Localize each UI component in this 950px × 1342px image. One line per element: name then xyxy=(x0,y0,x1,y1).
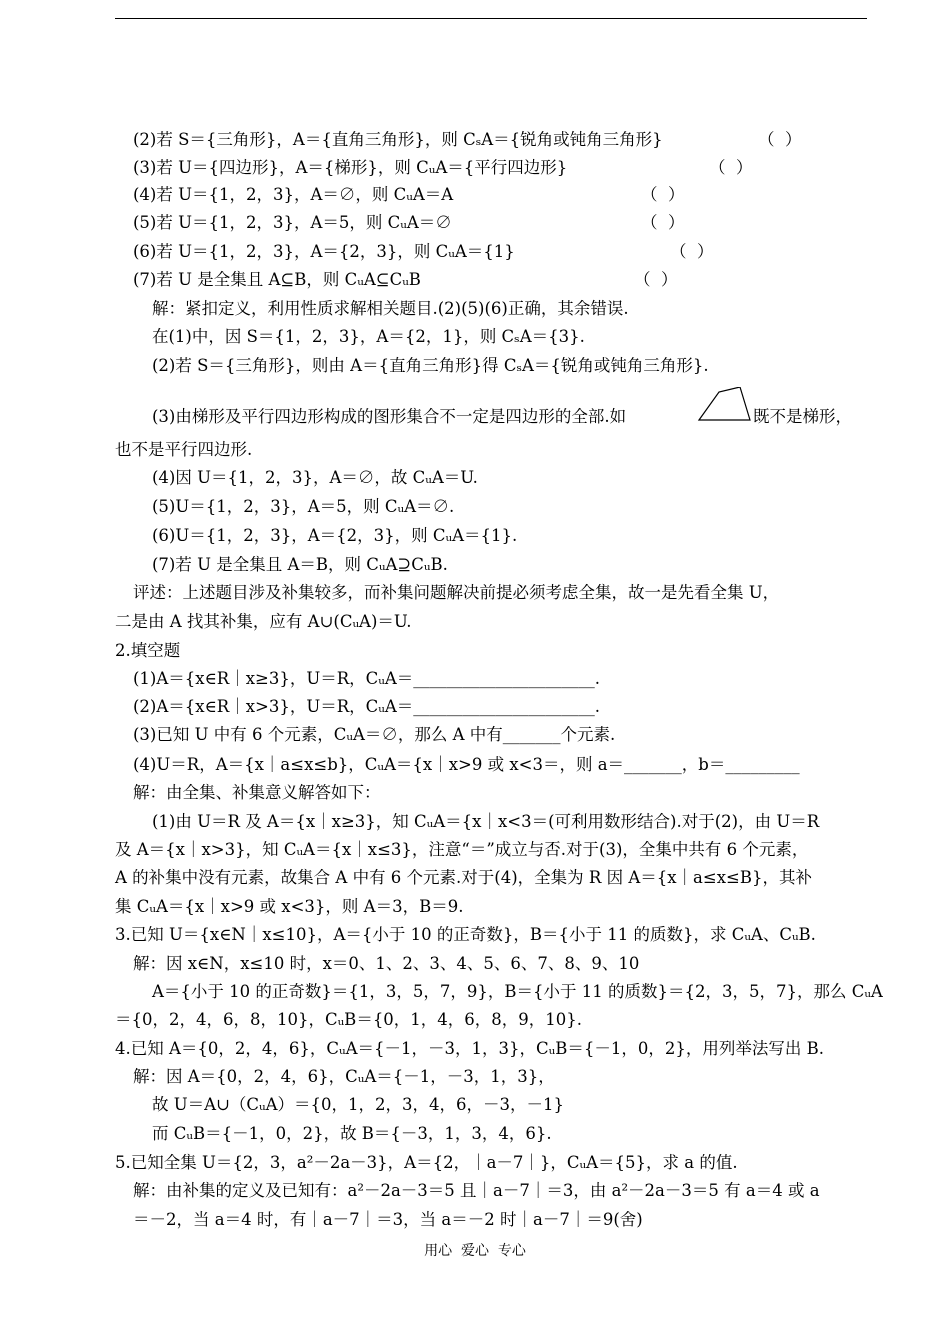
quadrilateral-figure xyxy=(697,387,753,423)
line-29: 解：因 x∈N，x≤10 时，x＝0、1、2、3、4、5、6、7、8、9、10 xyxy=(133,954,640,973)
answer-bracket-4: （ ） xyxy=(641,185,685,204)
section-5-question: 5.已知全集 U＝{2，3，a²－2a－3}，A＝{2，｜a－7｜}，CᵤA＝{5}，求 a 的值. xyxy=(115,1153,738,1172)
line-37: 解：由补集的定义及已知有：a²－2a－3＝5 且｜a－7｜＝3，由 a²－2a－3＝5 有 a＝4 或 a xyxy=(133,1181,820,1200)
line-34: 故 U＝A∪（CᵤA）＝{0，1，2，3，4，6，－3，－1} xyxy=(152,1095,564,1114)
line-12: (4)因 U＝{1，2，3}，A＝∅，故 CᵤA＝U. xyxy=(152,468,478,487)
line-31: ＝{0，2，4，6，8，10}，CᵤB＝{0，1，4，6，8，9，10}. xyxy=(115,1010,583,1029)
line-3: (4)若 U＝{1，2，3}，A＝∅，则 CᵤA＝A xyxy=(133,185,454,204)
line-14: (6)U＝{1，2，3}，A＝{2，3}，则 CᵤA＝{1}. xyxy=(152,526,518,545)
line-8: 在(1)中，因 S＝{1，2，3}，A＝{2，1}，则 CₛA＝{3}. xyxy=(152,327,585,346)
line-24: (1)由 U＝R 及 A＝{x｜x≥3}，知 CᵤA＝{x｜x<3＝(可利用数形结合).对于(2)，由 U＝R xyxy=(152,812,820,831)
line-17: 二是由 A 找其补集，应有 A∪(CᵤA)＝U. xyxy=(115,612,412,631)
line-10: (3)由梯形及平行四边形构成的图形集合不一定是四边形的全部.如 xyxy=(152,407,627,426)
page-footer: 用心 爱心 专心 xyxy=(424,1243,526,1259)
line-1: (2)若 S＝{三角形}，A＝{直角三角形}，则 CₛA＝{锐角或钝角三角形} xyxy=(133,130,663,149)
answer-bracket-6: （ ） xyxy=(670,242,714,261)
line-38: ＝－2，当 a＝4 时，有｜a－7｜＝3，当 a＝－2 时｜a－7｜＝9(舍) xyxy=(133,1210,643,1229)
line-27: 集 CᵤA＝{x｜x>9 或 x<3}，则 A＝3，B＝9. xyxy=(115,897,464,916)
line-25: 及 A＝{x｜x>3}，知 CᵤA＝{x｜x≤3}，注意“＝”成立与否.对于(3)，全集中共有 6 个元素， xyxy=(115,840,809,859)
line-7: 解：紧扣定义，利用性质求解相关题目.(2)(5)(6)正确，其余错误. xyxy=(152,299,629,318)
line-11: 也不是平行四边形. xyxy=(115,440,253,459)
section-2-heading: 2.填空题 xyxy=(115,641,181,660)
line-33: 解：因 A＝{0，2，4，6}，CᵤA＝{－1，－3，1，3}， xyxy=(133,1067,555,1086)
answer-bracket-7: （ ） xyxy=(634,270,678,289)
line-15: (7)若 U 是全集且 A＝B，则 CᵤA⊇CᵤB. xyxy=(152,555,448,574)
answer-bracket-3: （ ） xyxy=(709,158,753,177)
line-20: (2)A＝{x∈R｜x>3}，U＝R，CᵤA＝______________________. xyxy=(133,697,601,716)
line-13: (5)U＝{1，2，3}，A＝5，则 CᵤA＝∅. xyxy=(152,497,455,516)
line-22: (4)U＝R，A＝{x｜a≤x≤b}，CᵤA＝{x｜x>9 或 x<3＝，则 a＝_______，b＝_________ xyxy=(133,755,800,774)
line-4: (5)若 U＝{1，2，3}，A＝5，则 CᵤA＝∅ xyxy=(133,213,452,232)
line-23: 解：由全集、补集意义解答如下： xyxy=(133,783,381,802)
line-16: 评述：上述题目涉及补集较多，而补集问题解决前提必须考虑全集，故一是先看全集 U， xyxy=(133,583,780,602)
answer-bracket-2: （ ） xyxy=(758,130,802,149)
section-3-question: 3.已知 U＝{x∈N｜x≤10}，A＝{小于 10 的正奇数}，B＝{小于 11 的质数}，求 CᵤA、CᵤB. xyxy=(115,925,816,944)
line-6: (7)若 U 是全集且 A⊆B，则 CᵤA⊆CᵤB xyxy=(133,270,421,289)
line-9: (2)若 S＝{三角形}，则由 A＝{直角三角形}得 CₛA＝{锐角或钝角三角形}. xyxy=(152,356,709,375)
line-30: A＝{小于 10 的正奇数}＝{1，3，5，7，9}，B＝{小于 11 的质数}＝{2，3，5，7}，那么 CᵤA xyxy=(152,982,883,1001)
answer-bracket-5: （ ） xyxy=(641,213,685,232)
line-10-tail: 既不是梯形， xyxy=(753,407,852,426)
line-35: 而 CᵤB＝{－1，0，2}，故 B＝{－3，1，3，4，6}. xyxy=(152,1124,552,1143)
line-2: (3)若 U＝{四边形}，A＝{梯形}，则 CᵤA＝{平行四边形} xyxy=(133,158,568,177)
line-26: A 的补集中没有元素，故集合 A 中有 6 个元素.对于(4)，全集为 R 因 A＝{x｜a≤x≤B}，其补 xyxy=(115,868,812,887)
line-21: (3)已知 U 中有 6 个元素，CᵤA＝∅，那么 A 中有_______个元素. xyxy=(133,725,616,744)
header-rule xyxy=(115,18,867,19)
section-4-question: 4.已知 A＝{0，2，4，6}，CᵤA＝{－1，－3，1，3}，CᵤB＝{－1，0，2}，用列举法写出 B. xyxy=(115,1039,824,1058)
line-19: (1)A＝{x∈R｜x≥3}，U＝R，CᵤA＝______________________. xyxy=(133,669,601,688)
line-5: (6)若 U＝{1，2，3}，A＝{2，3}，则 CᵤA＝{1} xyxy=(133,242,515,261)
